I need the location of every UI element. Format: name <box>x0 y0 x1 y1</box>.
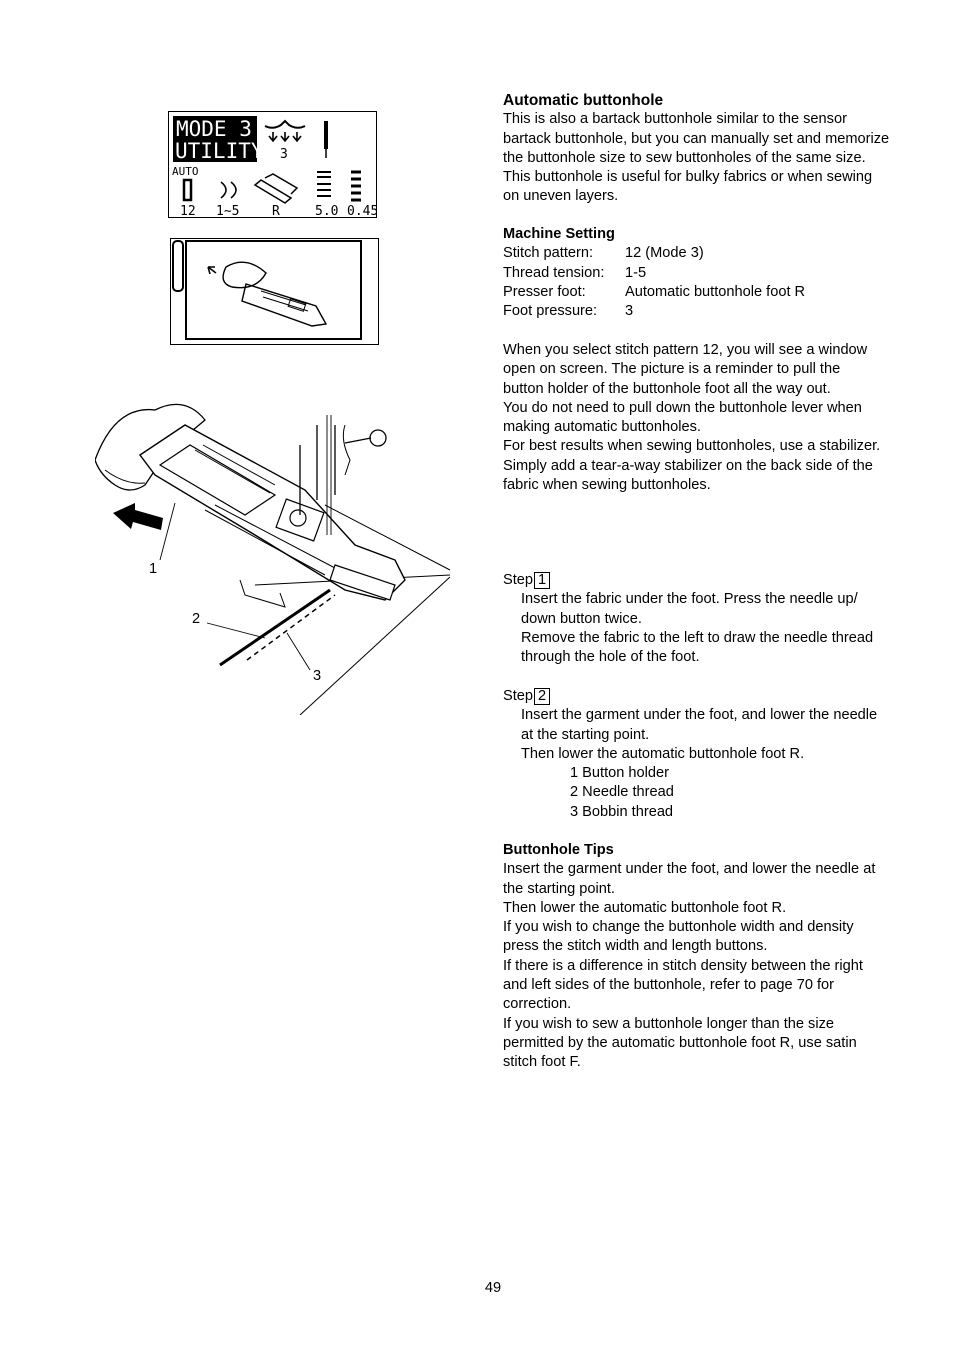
legend-item: 3 Bobbin thread <box>570 803 674 820</box>
tip-line: and left sides of the buttonhole, refer to page 70 for <box>503 977 835 994</box>
note-line: When you select stitch pattern 12, you will see a window <box>503 342 868 358</box>
setting-label: Foot pressure: <box>503 303 598 320</box>
legend-item: 1 Button holder <box>570 765 669 782</box>
intro-line: the buttonhole size to sew buttonholes of the same size. <box>503 149 866 166</box>
step-1-heading <box>503 571 933 590</box>
setting-value: 12 (Mode 3) <box>625 245 704 262</box>
buttonhole-foot-r <box>140 425 405 600</box>
tip-line: If you wish to change the buttonhole width and density <box>503 919 854 936</box>
automatic-buttonhole-section <box>503 91 933 207</box>
intro-line: This buttonhole is useful for bulky fabrics or when sewing <box>503 169 873 186</box>
needle-thread-line <box>220 590 330 665</box>
reminder-graphic <box>171 239 378 344</box>
setting-row <box>503 264 933 283</box>
lcd-auto-text: AUTO <box>172 165 199 178</box>
foot-pressure-value: 3 <box>280 147 288 162</box>
step-line: Then lower the automatic buttonhole foot R. <box>521 745 805 762</box>
note-line: making automatic buttonholes. <box>503 419 701 436</box>
needle-icon <box>324 121 328 158</box>
setting-value: Automatic buttonhole foot R <box>625 283 806 300</box>
section-title: Automatic buttonhole <box>503 92 664 109</box>
tip-line: stitch foot F. <box>503 1054 581 1071</box>
stitch-length-icon <box>351 172 361 200</box>
legend-item: 2 Needle thread <box>570 784 674 801</box>
step-line: through the hole of the foot. <box>521 649 700 666</box>
step-1 <box>503 571 933 667</box>
lcd-value-length: 0.45 <box>347 204 376 217</box>
notes <box>503 341 933 495</box>
machine-setting <box>503 225 933 321</box>
step-line: at the starting point. <box>521 726 650 743</box>
figure-label-2: 2 <box>192 611 201 627</box>
note-line: fabric when sewing buttonholes. <box>503 477 711 494</box>
machine-setting-heading: Machine Setting <box>503 226 615 242</box>
lcd-value-tension: 1~5 <box>216 204 240 217</box>
step-line: Insert the fabric under the foot. Press the needle up/ <box>521 591 858 608</box>
lcd-value-foot: R <box>272 204 280 217</box>
setting-label: Stitch pattern: <box>503 245 594 262</box>
setting-row <box>503 244 933 263</box>
step-2-heading <box>503 687 933 706</box>
foot-pressure-icon <box>265 121 305 162</box>
lcd-utility-text: UTILITY <box>175 139 264 163</box>
note-line: open on screen. The picture is a reminder to pull the <box>503 361 841 378</box>
step-number-box: 1 <box>534 572 550 589</box>
step-2 <box>503 687 933 822</box>
stitch-width-icon <box>317 172 331 196</box>
figure-label-3: 3 <box>313 668 322 684</box>
lcd-value-width: 5.0 <box>315 204 339 217</box>
lcd-settings-graphic <box>169 112 376 217</box>
figure-label-1: 1 <box>149 561 158 577</box>
step-line: Insert the garment under the foot, and lower the needle <box>521 707 878 724</box>
tip-line: correction. <box>503 996 572 1013</box>
intro-line: bartack buttonhole, but you can manually set and memorize <box>503 130 890 147</box>
step-line: Remove the fabric to the left to draw the needle thread <box>521 629 874 646</box>
setting-row <box>503 302 933 321</box>
buttonhole-tips <box>503 841 933 1073</box>
tip-line: Insert the garment under the foot, and lower the needle at <box>503 861 876 878</box>
setting-label: Presser foot: <box>503 283 586 300</box>
feed-direction-arrow <box>113 503 163 530</box>
page-number: 49 <box>484 1280 502 1296</box>
note-line: Simply add a tear-a-way stabilizer on the back side of the <box>503 457 873 474</box>
lcd-settings-screen <box>168 111 377 218</box>
tip-line: If you wish to sew a buttonhole longer than the size <box>503 1015 834 1032</box>
presser-foot-r-icon <box>255 174 297 203</box>
tip-line: the starting point. <box>503 880 615 897</box>
note-line: button holder of the buttonhole foot all the way out. <box>503 380 831 397</box>
setting-row <box>503 283 933 302</box>
thread-tension-icon <box>221 182 236 198</box>
tip-line: If there is a difference in stitch density between the right <box>503 957 863 974</box>
buttonhole-icon <box>184 180 191 200</box>
setting-value: 1-5 <box>625 264 647 281</box>
tips-heading: Buttonhole Tips <box>503 842 614 858</box>
step-number-box: 2 <box>534 688 550 705</box>
note-line: You do not need to pull down the buttonhole lever when <box>503 399 862 416</box>
lcd-mode-text: MODE 3 <box>176 117 252 141</box>
tip-line: permitted by the automatic buttonhole foot R, use satin <box>503 1034 857 1051</box>
step-label: Step <box>503 688 534 704</box>
lcd-value-pattern: 12 <box>180 204 196 217</box>
lcd-reminder-window <box>170 238 379 345</box>
step-line: down button twice. <box>521 610 642 627</box>
tip-line: press the stitch width and length buttons. <box>503 938 768 955</box>
intro-line: on uneven layers. <box>503 188 619 205</box>
setting-label: Thread tension: <box>503 264 605 281</box>
bobbin-thread-line <box>247 595 335 660</box>
setting-value: 3 <box>625 303 634 320</box>
intro-line: This is also a bartack buttonhole similar to the sensor <box>503 111 847 128</box>
note-line: For best results when sewing buttonholes, use a stabilizer. <box>503 438 881 455</box>
buttonhole-foot-illustration <box>208 262 326 326</box>
tip-line: Then lower the automatic buttonhole foot R. <box>503 899 787 916</box>
step-label: Step <box>503 572 534 588</box>
buttonhole-foot-figure <box>95 385 455 715</box>
